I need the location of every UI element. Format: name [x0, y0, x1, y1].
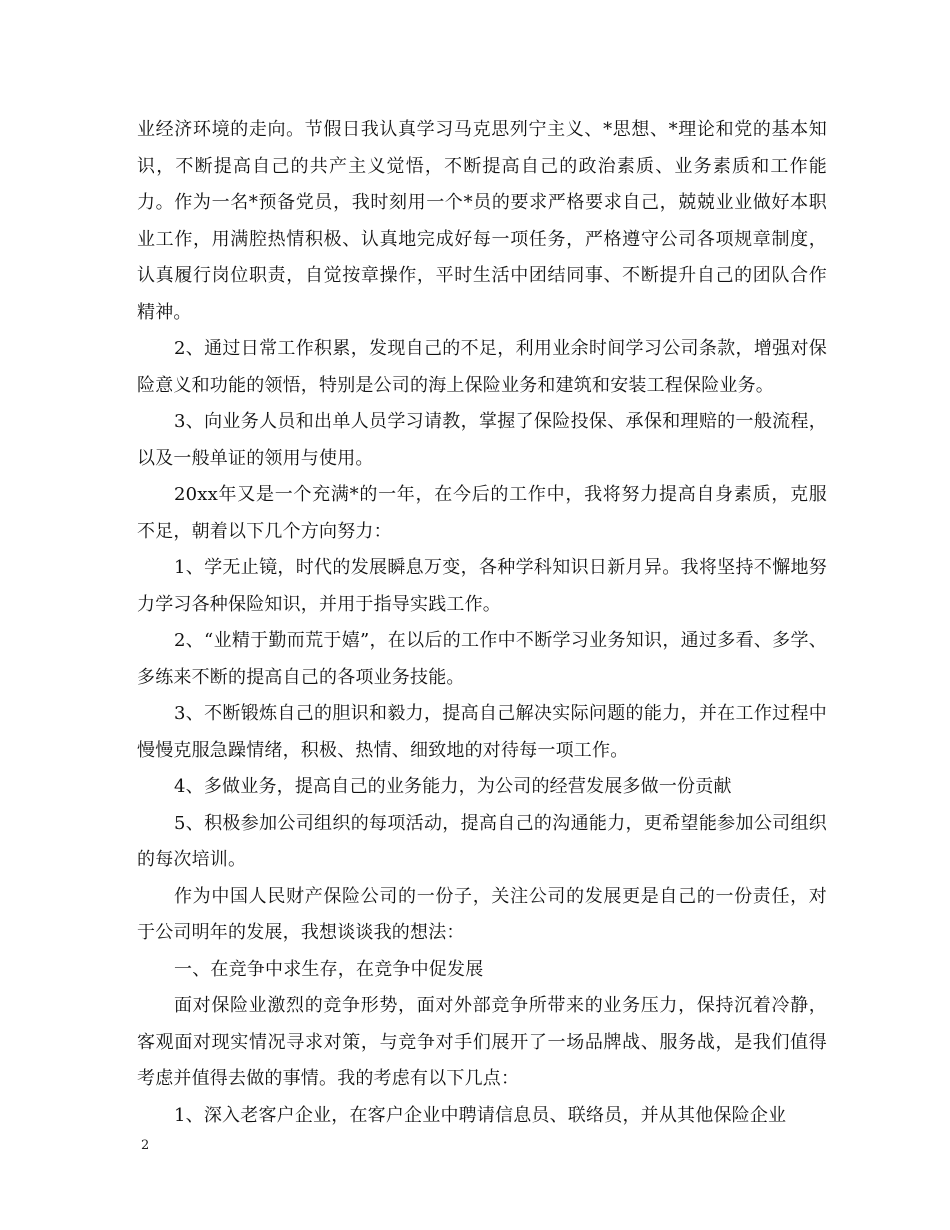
paragraph-8: 4、多做业务，提高自己的业务能力，为公司的经营发展多做一份贡献 [174, 776, 732, 797]
paragraph-4: 20xx年又是一个充满*的一年，在今后的工作中，我将努力提高自身素质，克服不足，朝着以下几个方向努力： [137, 484, 827, 542]
paragraph-5: 1、学无止镜，时代的发展瞬息万变，各种学科知识日新月异。我将坚持不懈地努力学习各种保险知识，并用于指导实践工作。 [137, 557, 827, 615]
paragraph-1: 业经济环境的走向。节假日我认真学习马克思列宁主义、*思想、*理论和党的基本知识，不断提高自己的共产主义觉悟，不断提高自己的政治素质、业务素质和工作能力。作为一名*预备党员，我时刻用一个*员的要求严格要求自己，兢兢业业做好本职业工作，用满腔热情积极、认真地完成好每一项任务，严格遵守公司各项规章制度，认真履行岗位职责，自觉按章操作，平时生活中团结同事、不断提升自己的团队合作精神。 [137, 119, 827, 323]
paragraph-6: 2、“业精于勤而荒于嬉”，在以后的工作中不断学习业务知识，通过多看、多学、多练来不断的提高自己的各项业务技能。 [137, 630, 827, 688]
document-body [137, 112, 827, 1134]
page-number: 2 [141, 1138, 150, 1153]
paragraph-10: 作为中国人民财产保险公司的一份子，关注公司的发展更是自己的一份责任，对于公司明年的发展，我想谈谈我的想法： [137, 885, 827, 943]
paragraph-9: 5、积极参加公司组织的每项活动，提高自己的沟通能力，更希望能参加公司组织的每次培训。 [137, 812, 827, 870]
paragraph-2: 2、通过日常工作积累，发现自己的不足，利用业余时间学习公司条款，增强对保险意义和功能的领悟，特别是公司的海上保险业务和建筑和安装工程保险业务。 [137, 338, 827, 396]
paragraph-7: 3、不断锻炼自己的胆识和毅力，提高自己解决实际问题的能力，并在工作过程中慢慢克服急躁情绪，积极、热情、细致地的对待每一项工作。 [137, 703, 827, 761]
paragraph-3: 3、向业务人员和出单人员学习请教，掌握了保险投保、承保和理赔的一般流程，以及一般单证的领用与使用。 [137, 411, 827, 469]
paragraph-11: 一、在竞争中求生存，在竞争中促发展 [174, 958, 484, 980]
paragraph-13: 1、深入老客户企业，在客户企业中聘请信息员、联络员，并从其他保险企业 [174, 1104, 787, 1126]
paragraph-12: 面对保险业激烈的竞争形势，面对外部竞争所带来的业务压力，保持沉着冷静，客观面对现实情况寻求对策，与竞争对手们展开了一场品牌战、服务战，是我们值得考虑并值得去做的事情。我的考虑有以下几点： [137, 995, 827, 1089]
